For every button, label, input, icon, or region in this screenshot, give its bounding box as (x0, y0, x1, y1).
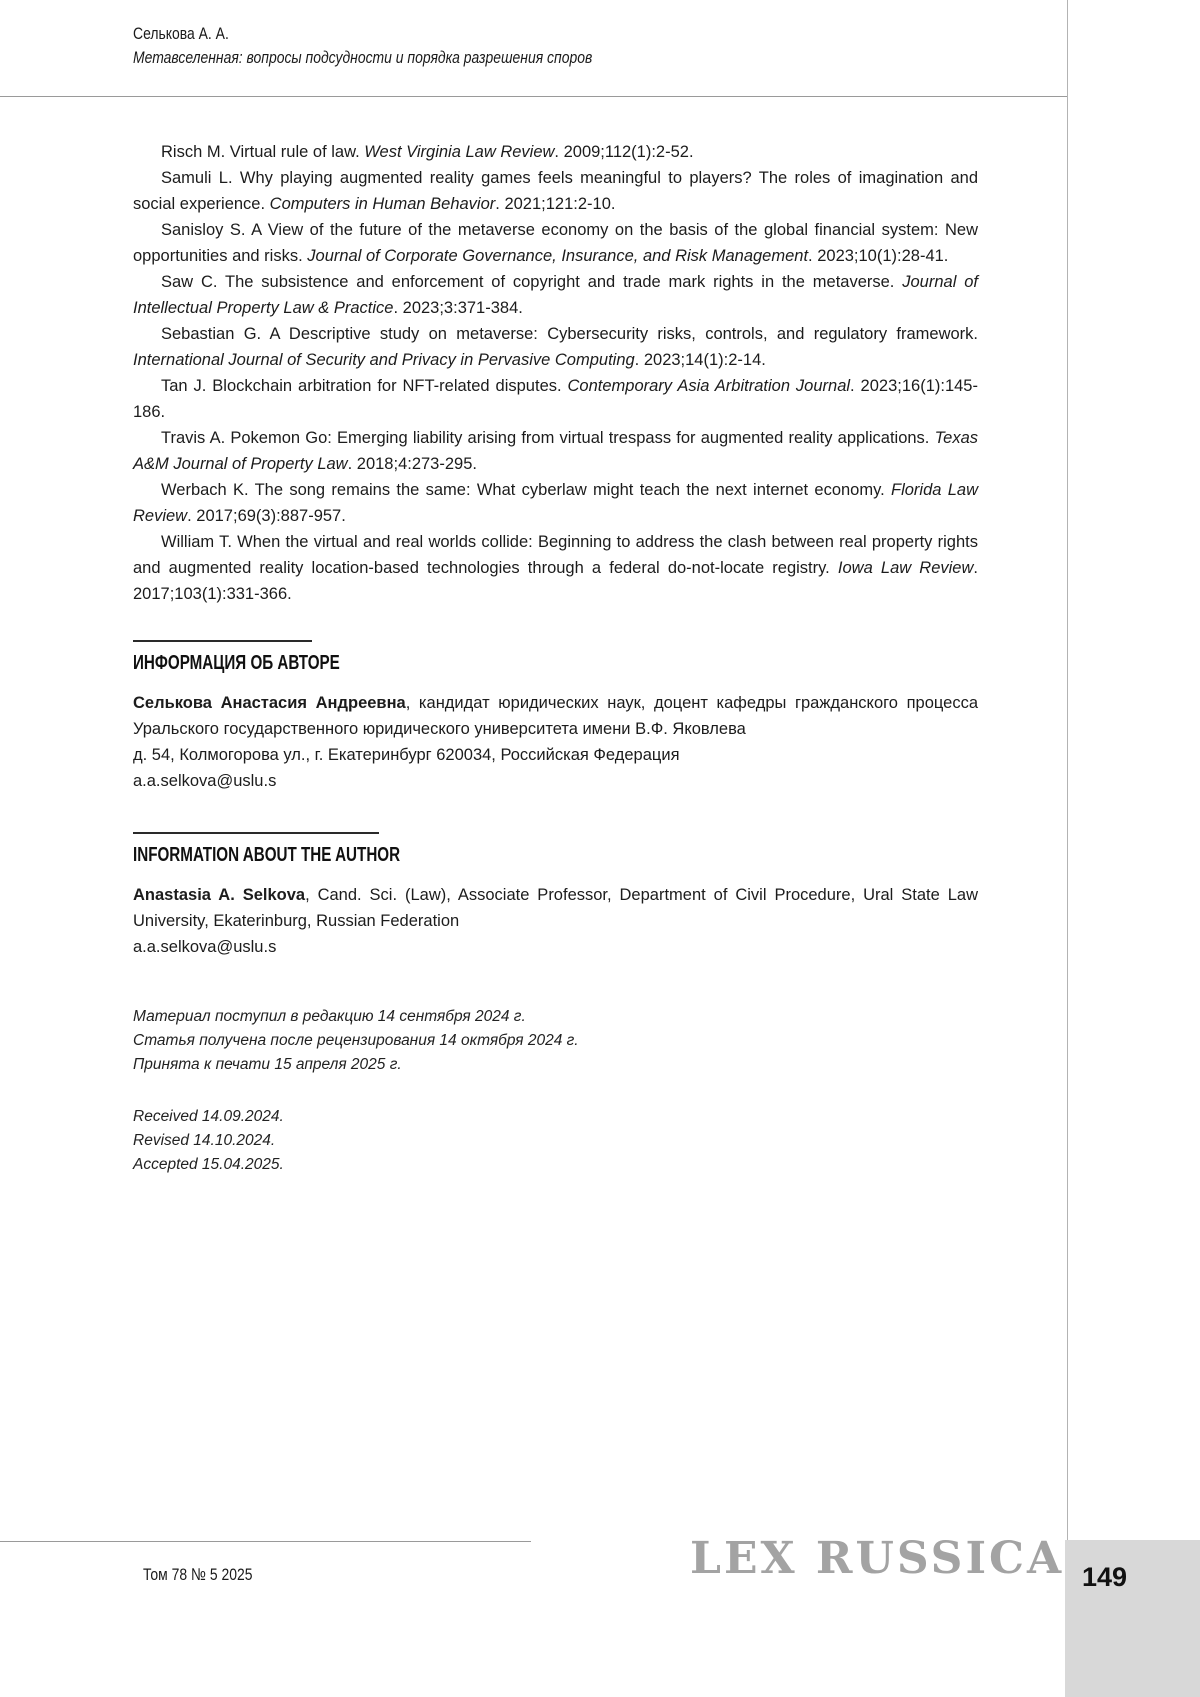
date-line-ru: Статья получена после рецензирования 14 октября 2024 г. (133, 1032, 579, 1049)
reference-journal: Journal of Corporate Governance, Insurance, and Risk Management (307, 247, 809, 265)
date-line-en: Revised 14.10.2024. (133, 1132, 276, 1149)
date-line-en: Received 14.09.2024. (133, 1108, 284, 1125)
section-divider-ru (133, 640, 312, 642)
reference-item (133, 321, 978, 373)
reference-journal: Florida Law Review (133, 481, 978, 525)
volume-info: Том 78 № 5 2025 (143, 1565, 253, 1584)
reference-citation: . 2017;103(1):331-366. (133, 559, 978, 603)
author-name-en: Anastasia A. Selkova (133, 886, 306, 904)
author-affiliation-en: , Cand. Sci. (Law), Associate Professor, Department of Civil Procedure, Ural State Law University, Ekaterinburg, Russian Federation (133, 886, 978, 930)
author-bio-ru (133, 690, 978, 742)
reference-journal: Contemporary Asia Arbitration Journal (567, 377, 851, 395)
running-head-article-title: Метавселенная: вопросы подсудности и порядка разрешения споров (133, 48, 593, 67)
reference-text: Sanisloy S. A View of the future of the metaverse economy on the basis of the global financial system: New opportunities and risks. (133, 221, 978, 265)
main-content (133, 139, 978, 1177)
reference-item (133, 217, 978, 269)
date-line-ru: Материал поступил в редакцию 14 сентября 2024 г. (133, 1008, 526, 1025)
author-address-ru: д. 54, Колмогорова ул., г. Екатеринбург 620034, Российская Федерация (133, 746, 680, 764)
section-divider-en (133, 832, 379, 834)
header-rule (0, 96, 1067, 97)
date-line-en: Accepted 15.04.2025. (133, 1156, 284, 1173)
reference-item (133, 269, 978, 321)
reference-text: Sebastian G. A Descriptive study on metaverse: Cybersecurity risks, controls, and regulatory framework. (161, 325, 978, 343)
author-email-en: a.a.selkova@uslu.s (133, 938, 277, 956)
reference-item (133, 373, 978, 425)
reference-citation: . 2017;69(3):887-957. (187, 507, 346, 525)
reference-text: Tan J. Blockchain arbitration for NFT-related disputes. (161, 377, 568, 395)
reference-citation: . 2023;3:371-384. (393, 299, 523, 317)
journal-logo: LEX RUSSICA (690, 1533, 1065, 1584)
reference-journal: Iowa Law Review (837, 559, 974, 577)
reference-item (133, 425, 978, 477)
author-name-ru: Селькова Анастасия Андреевна (133, 694, 406, 712)
page-number: 149 (1082, 1562, 1128, 1592)
author-email-ru: a.a.selkova@uslu.s (133, 772, 277, 790)
author-info-heading-ru: ИНФОРМАЦИЯ ОБ АВТОРЕ (133, 652, 340, 674)
reference-citation: . 2023;16(1):145-186. (133, 377, 978, 421)
reference-item (133, 529, 978, 607)
reference-journal: International Journal of Security and Privacy in Pervasive Computing (133, 351, 635, 369)
running-head (133, 22, 993, 70)
reference-item (133, 477, 978, 529)
reference-text: Werbach K. The song remains the same: What cyberlaw might teach the next internet economy. (161, 481, 891, 499)
references-list (133, 139, 978, 607)
reference-citation: . 2023;14(1):2-14. (634, 351, 766, 369)
reference-citation: . 2018;4:273-295. (347, 455, 477, 473)
footer-rule (0, 1541, 531, 1542)
reference-citation: . 2021;121:2-10. (495, 195, 616, 213)
reference-text: Risch M. Virtual rule of law. (161, 143, 365, 161)
page-number-box (1065, 1540, 1200, 1697)
reference-text: Saw C. The subsistence and enforcement of copyright and trade mark rights in the metaverse. (161, 273, 903, 291)
reference-journal: Computers in Human Behavior (269, 195, 496, 213)
submission-dates-ru (133, 1005, 978, 1077)
reference-text: Travis A. Pokemon Go: Emerging liability arising from virtual trespass for augmented reality applications. (161, 429, 935, 447)
author-info-heading-en: INFORMATION ABOUT THE AUTHOR (133, 844, 401, 866)
date-line-ru: Принята к печати 15 апреля 2025 г. (133, 1056, 402, 1073)
reference-journal: Texas A&M Journal of Property Law (133, 429, 978, 473)
reference-text: William T. When the virtual and real worlds collide: Beginning to address the clash between real property rights and augmented reality location-based technologies through a federal do-not-locate registry. (133, 533, 978, 577)
reference-citation: . 2009;112(1):2-52. (554, 143, 694, 161)
right-margin-line (1067, 0, 1068, 1540)
submission-dates-en (133, 1105, 978, 1177)
reference-text: Samuli L. Why playing augmented reality games feels meaningful to players? The roles of imagination and social experience. (133, 169, 978, 213)
running-head-author: Селькова А. А. (133, 24, 229, 43)
reference-item (133, 165, 978, 217)
reference-item (133, 139, 978, 165)
reference-journal: West Virginia Law Review (364, 143, 555, 161)
author-affiliation-ru: , кандидат юридических наук, доцент кафедры гражданского процесса Уральского государственного юридического университета имени В.Ф. Яковлева (133, 694, 979, 738)
author-bio-en (133, 882, 978, 934)
reference-journal: Journal of Intellectual Property Law & Practice (133, 273, 978, 317)
reference-citation: . 2023;10(1):28-41. (808, 247, 949, 265)
